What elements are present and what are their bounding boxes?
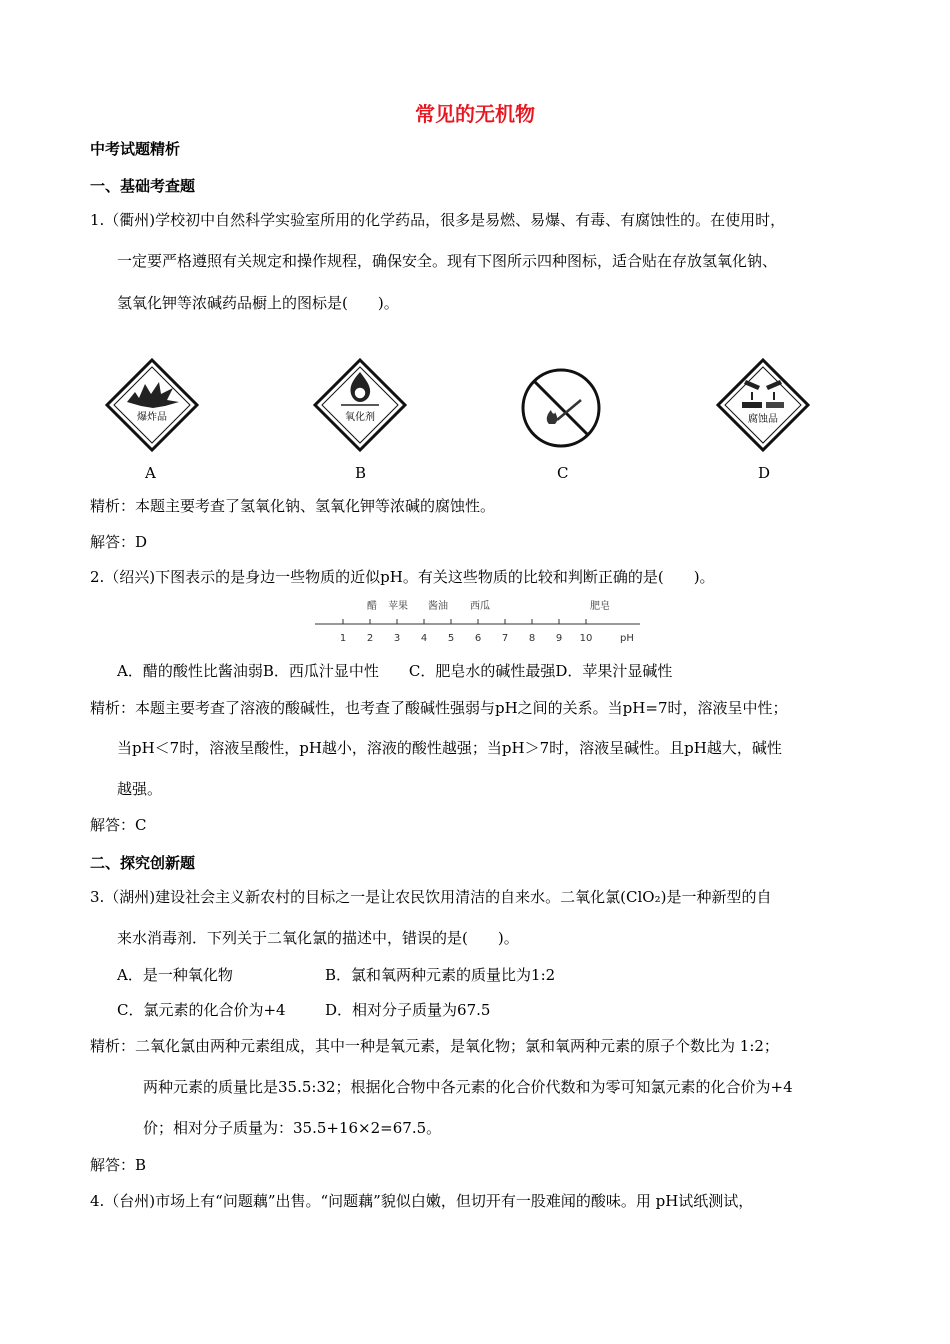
q2-options: A．醋的酸性比酱油弱B．西瓜汁显中性 C．肥皂水的碱性最强D．苹果汁显碱性 xyxy=(117,662,673,680)
q1-line1: 1.（衢州)学校初中自然科学实验室所用的化学药品，很多是易燃、易爆、有毒、有腐蚀性的。在使用时， xyxy=(90,211,786,229)
sign-label-a: A xyxy=(145,464,156,482)
q3-option-d: D．相对分子质量为67.5 xyxy=(325,1001,491,1019)
q2-analysis2: 当pH＜7时，溶液呈酸性，pH越小，溶液的酸性越强；当pH＞7时，溶液呈碱性。且pH越大，碱性 xyxy=(117,739,782,757)
ph-tick-label: 8 xyxy=(528,633,536,644)
ph-tick-label: 4 xyxy=(420,633,428,644)
section1-heading: 一、基础考查题 xyxy=(90,177,196,195)
page-title: 常见的无机物 xyxy=(415,102,535,126)
section2-heading: 二、探究创新题 xyxy=(90,854,196,872)
ph-tick-label: 2 xyxy=(366,633,374,644)
oxidizer-sign-icon xyxy=(313,358,407,452)
sign-label-b: B xyxy=(355,464,367,482)
ph-tick-label: 3 xyxy=(393,633,401,644)
corrosive-sign-icon xyxy=(716,358,810,452)
explosive-sign-icon xyxy=(105,358,199,452)
corrosive-sign-text: 腐蚀品 xyxy=(748,414,778,425)
section-main-heading: 中考试题精析 xyxy=(90,140,181,158)
oxidizer-sign-text: 氧化剂 xyxy=(345,412,375,423)
ph-tick-label: 9 xyxy=(555,633,563,644)
q2-analysis1: 精析：本题主要考查了溶液的酸碱性，也考查了酸碱性强弱与pH之间的关系。当pH=7时，溶液呈中性； xyxy=(90,699,788,717)
ph-item-label: 苹果 xyxy=(388,601,408,612)
q1-analysis: 精析：本题主要考查了氢氧化钠、氢氧化钾等浓碱的腐蚀性。 xyxy=(90,497,496,515)
q3-option-b: B．氯和氧两种元素的质量比为1:2 xyxy=(325,966,556,984)
q4-line1: 4.（台州)市场上有“问题藕”出售。“问题藕”貌似白嫩，但切开有一股难闻的酸味。用 pH试纸测试， xyxy=(90,1192,754,1210)
ph-tick-label: 7 xyxy=(501,633,509,644)
q3-analysis2: 两种元素的质量比是35.5:32；根据化合物中各元素的化合价代数和为零可知氯元素的化合价为+4 xyxy=(143,1078,793,1096)
q3-answer: 解答：B xyxy=(90,1156,147,1174)
ph-item-label: 醋 xyxy=(367,601,377,612)
q1-answer: 解答：D xyxy=(90,533,148,551)
no-fire-sign-icon xyxy=(519,366,603,450)
ph-item-label: 酱油 xyxy=(428,601,448,612)
sign-label-d: D xyxy=(758,464,771,482)
ph-tick-label: 1 xyxy=(339,633,347,644)
ph-item-label: 西瓜 xyxy=(470,601,490,612)
q2-analysis3: 越强。 xyxy=(117,780,163,798)
q2-line1: 2.（绍兴)下图表示的是身边一些物质的近似pH。有关这些物质的比较和判断正确的是( )。 xyxy=(90,568,715,586)
ph-item-label: 肥皂 xyxy=(590,601,610,612)
ph-unit-label: pH xyxy=(620,633,634,644)
ph-scale xyxy=(310,594,650,646)
ph-tick-label: 6 xyxy=(474,633,482,644)
q3-analysis1: 精析：二氧化氯由两种元素组成，其中一种是氧元素，是氧化物；氯和氧两种元素的原子个数比为 1:2； xyxy=(90,1037,779,1055)
q2-answer: 解答：C xyxy=(90,816,147,834)
q3-option-c: C．氯元素的化合价为+4 xyxy=(117,1001,286,1019)
q3-analysis3: 价；相对分子质量为：35.5+16×2=67.5。 xyxy=(143,1119,442,1137)
sign-label-c: C xyxy=(557,464,569,482)
q1-line2: 一定要严格遵照有关规定和操作规程，确保安全。现有下图所示四种图标，适合贴在存放氢氧化钠、 xyxy=(117,252,778,270)
q3-line2: 来水消毒剂．下列关于二氧化氯的描述中，错误的是( )。 xyxy=(117,929,519,947)
ph-tick-label: 5 xyxy=(447,633,455,644)
q3-option-a: A．是一种氧化物 xyxy=(117,966,233,984)
q1-line3: 氢氧化钾等浓碱药品橱上的图标是( )。 xyxy=(117,294,399,312)
q3-line1: 3.（湖州)建设社会主义新农村的目标之一是让农民饮用清洁的自来水。二氧化氯(ClO₂)是一种新型的自 xyxy=(90,888,772,906)
explosive-sign-text: 爆炸品 xyxy=(137,412,167,423)
ph-tick-label: 10 xyxy=(579,633,593,644)
